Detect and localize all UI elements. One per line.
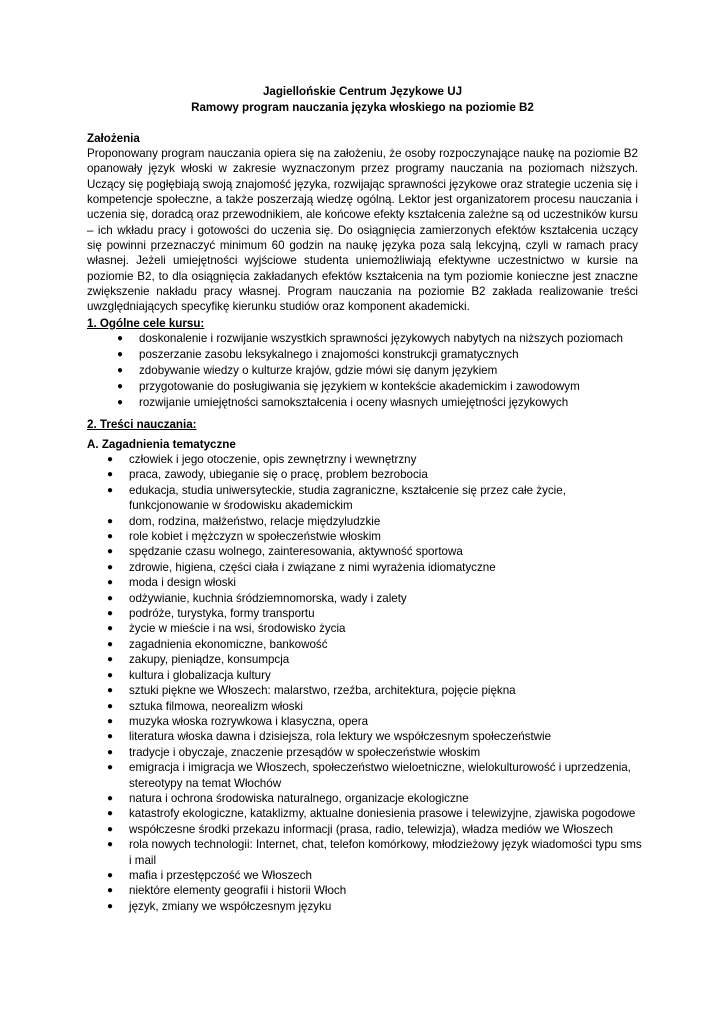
list-item (87, 621, 647, 636)
bullet-icon: ● (107, 623, 114, 635)
bullet-icon: ● (107, 669, 114, 681)
list-item-text: spędzanie czasu wolnego, zainteresowania, aktywność sportowa (129, 545, 463, 559)
list-item (87, 791, 647, 806)
list-item (87, 575, 647, 590)
list-item (87, 529, 647, 544)
list-item-text: zdobywanie wiedzy o kulturze krajów, gdzie mówi się danym językiem (139, 364, 498, 377)
list-item-text: kultura i globalizacja kultury (129, 668, 271, 682)
list-item (87, 467, 647, 482)
list-item-text: tradycje i obyczaje, znaczenie przesądów w społeczeństwie włoskim (129, 745, 481, 759)
goals-list (87, 331, 647, 411)
list-item (87, 452, 647, 467)
list-item-text: podróże, turystyka, formy transportu (129, 607, 315, 621)
list-item (87, 652, 647, 667)
list-item (87, 837, 647, 868)
list-item (87, 760, 647, 791)
bullet-icon: ● (107, 839, 114, 851)
list-item-text: dom, rodzina, małżeństwo, relacje międzyludzkie (129, 514, 381, 528)
bullet-icon: ● (117, 333, 124, 344)
list-item (87, 395, 647, 411)
document-institution: Jagiellońskie Centrum Językowe UJ (262, 85, 463, 98)
list-item (87, 514, 647, 529)
list-item (87, 591, 647, 606)
bullet-icon: ● (117, 397, 124, 408)
list-item-text: katastrofy ekologiczne, kataklizmy, aktualne doniesienia prasowe i telewizyjne, zjawiska pogodowe (129, 807, 636, 821)
list-item-text: niektóre elementy geografii i historii Włoch (129, 884, 347, 898)
list-item-text: edukacja, studia uniwersyteckie, studia zagraniczne, kształcenie się przez całe życie, funkcjonowanie w środowisku akademickim (129, 483, 566, 513)
list-item-text: sztuki piękne we Włoszech: malarstwo, rzeźba, architektura, pojęcie piękna (129, 684, 516, 698)
bullet-icon: ● (107, 469, 114, 481)
list-item-text: muzyka włoska rozrywkowa i klasyczna, opera (129, 714, 369, 728)
bullet-icon: ● (107, 531, 114, 543)
list-item (87, 683, 647, 698)
bullet-icon: ● (107, 484, 114, 496)
list-item (87, 699, 647, 714)
bullet-icon: ● (107, 561, 114, 573)
list-item (87, 637, 647, 652)
list-item (87, 606, 647, 621)
list-item (87, 668, 647, 683)
bullet-icon: ● (107, 546, 114, 558)
document-title: Ramowy program nauczania języka włoskiego na poziomie B2 (191, 101, 534, 114)
list-item (87, 868, 647, 883)
list-item (87, 331, 647, 347)
bullet-icon: ● (107, 792, 114, 804)
list-item (87, 363, 647, 379)
list-item-text: praca, zawody, ubieganie się o pracę, problem bezrobocia (129, 468, 428, 482)
list-item (87, 544, 647, 559)
bullet-icon: ● (107, 823, 114, 835)
list-item-text: człowiek i jego otoczenie, opis zewnętrzny i wewnętrzny (129, 453, 417, 466)
list-item-text: zdrowie, higiena, części ciała i związane z nimi wyrażenia idiomatyczne (129, 560, 496, 574)
bullet-icon: ● (107, 715, 114, 727)
bullet-icon: ● (107, 900, 114, 912)
bullet-icon: ● (117, 349, 124, 360)
list-item (87, 806, 647, 821)
bullet-icon: ● (107, 885, 114, 897)
list-item-text: życie w mieście i na wsi, środowisko życia (129, 622, 346, 636)
list-item (87, 714, 647, 729)
list-item-text: rozwijanie umiejętności samokształcenia i oceny własnych umiejętności językowych (139, 396, 569, 409)
bullet-icon: ● (107, 869, 114, 881)
bullet-icon: ● (107, 638, 114, 650)
list-item-text: przygotowanie do posługiwania się językiem w kontekście akademickim i zawodowym (139, 380, 580, 393)
bullet-icon: ● (107, 654, 114, 666)
list-item-text: rola nowych technologii: Internet, chat, telefon komórkowy, młodzieżowy język wiadomości typu sms i mail (129, 838, 642, 867)
bullet-icon: ● (107, 762, 114, 774)
list-item-text: natura i ochrona środowiska naturalnego, organizacje ekologiczne (129, 791, 469, 805)
list-item-text: język, zmiany we współczesnym języku (129, 899, 332, 913)
bullet-icon: ● (107, 808, 114, 820)
assumptions-paragraph: Proponowany program nauczania opiera się na założeniu, że osoby rozpoczynające naukę na poziomie B2 opanowały język włoski w zakresie wyznaczonym przez programy nauczania na poziomach niższych. Uczący się pogłębiają swoją znajomość języka, rozwijając sprawności językowe oraz strategie uczenia się i kompetencje społeczne, a także poszerzają wiedzę ogólną. Lektor jest organizatorem procesu nauczania i uczenia się, doradcą oraz przewodnikiem, ale końcowe efekty kształcenia zależne są od uczestników kursu – ich wkładu pracy i gotowości do uczenia się. Do osiągnięcia zamierzonych efektów kształcenia uczący się powinni przeznaczyć minimum 60 godzin na naukę języka poza salą lekcyjną, czyli w ramach pracy własnej. Jeżeli umiejętności wyjściowe studenta uniemożliwiają efektywne uczestnictwo w kursie na poziomie B2, to dla osiągnięcia zakładanych efektów kształcenia na tym poziomie konieczne jest znaczne zwiększenie nakładu pracy własnej. Program nauczania na poziomie B2 zakłada realizowanie treści uwzględniających specyfikę kierunku studiów oraz komponent akademicki. (87, 147, 638, 314)
list-item-text: zakupy, pieniądze, konsumpcja (129, 653, 290, 667)
bullet-icon: ● (117, 365, 124, 376)
content-heading: 2. Treści nauczania: (87, 418, 197, 431)
list-item (87, 560, 647, 575)
bullet-icon: ● (107, 700, 114, 712)
bullet-icon: ● (107, 608, 114, 620)
list-item-text: literatura włoska dawna i dzisiejsza, rola lektury we współczesnym społeczeństwie (129, 730, 552, 744)
list-item-text: zagadnienia ekonomiczne, bankowość (129, 637, 328, 651)
list-item-text: role kobiet i mężczyzn w społeczeństwie włoskim (129, 530, 381, 544)
bullet-icon: ● (107, 592, 114, 604)
list-item-text: sztuka filmowa, neorealizm włoski (129, 699, 303, 713)
bullet-icon: ● (107, 685, 114, 697)
list-item (87, 347, 647, 363)
list-item-text: moda i design włoski (129, 576, 236, 590)
list-item (87, 899, 647, 914)
topics-list (87, 452, 647, 914)
list-item-text: odżywianie, kuchnia śródziemnomorska, wady i zalety (129, 591, 407, 605)
list-item (87, 745, 647, 760)
bullet-icon: ● (107, 746, 114, 758)
list-item-text: współczesne środki przekazu informacji (prasa, radio, telewizja), władza mediów we Włoszech (129, 822, 613, 836)
list-item-text: emigracja i imigracja we Włoszech, społeczeństwo wieloetniczne, wielokulturowość i uprzedzenia, stereotypy na temat Włochów (129, 761, 631, 790)
bullet-icon: ● (107, 515, 114, 527)
goals-heading: 1. Ogólne cele kursu: (87, 317, 205, 330)
topics-subheading: A. Zagadnienia tematyczne (87, 438, 236, 451)
bullet-icon: ● (107, 577, 114, 589)
list-item-text: doskonalenie i rozwijanie wszystkich sprawności językowych nabytych na niższych poziomach (139, 332, 623, 345)
bullet-icon: ● (117, 381, 124, 392)
bullet-icon: ● (107, 731, 114, 743)
assumptions-heading: Założenia (87, 132, 140, 145)
list-item (87, 883, 647, 898)
list-item (87, 483, 647, 514)
list-item (87, 379, 647, 395)
list-item (87, 729, 647, 744)
list-item-text: poszerzanie zasobu leksykalnego i znajomości konstrukcji gramatycznych (139, 348, 519, 361)
list-item-text: mafia i przestępczość we Włoszech (129, 868, 312, 882)
bullet-icon: ● (107, 454, 114, 465)
list-item (87, 822, 647, 837)
